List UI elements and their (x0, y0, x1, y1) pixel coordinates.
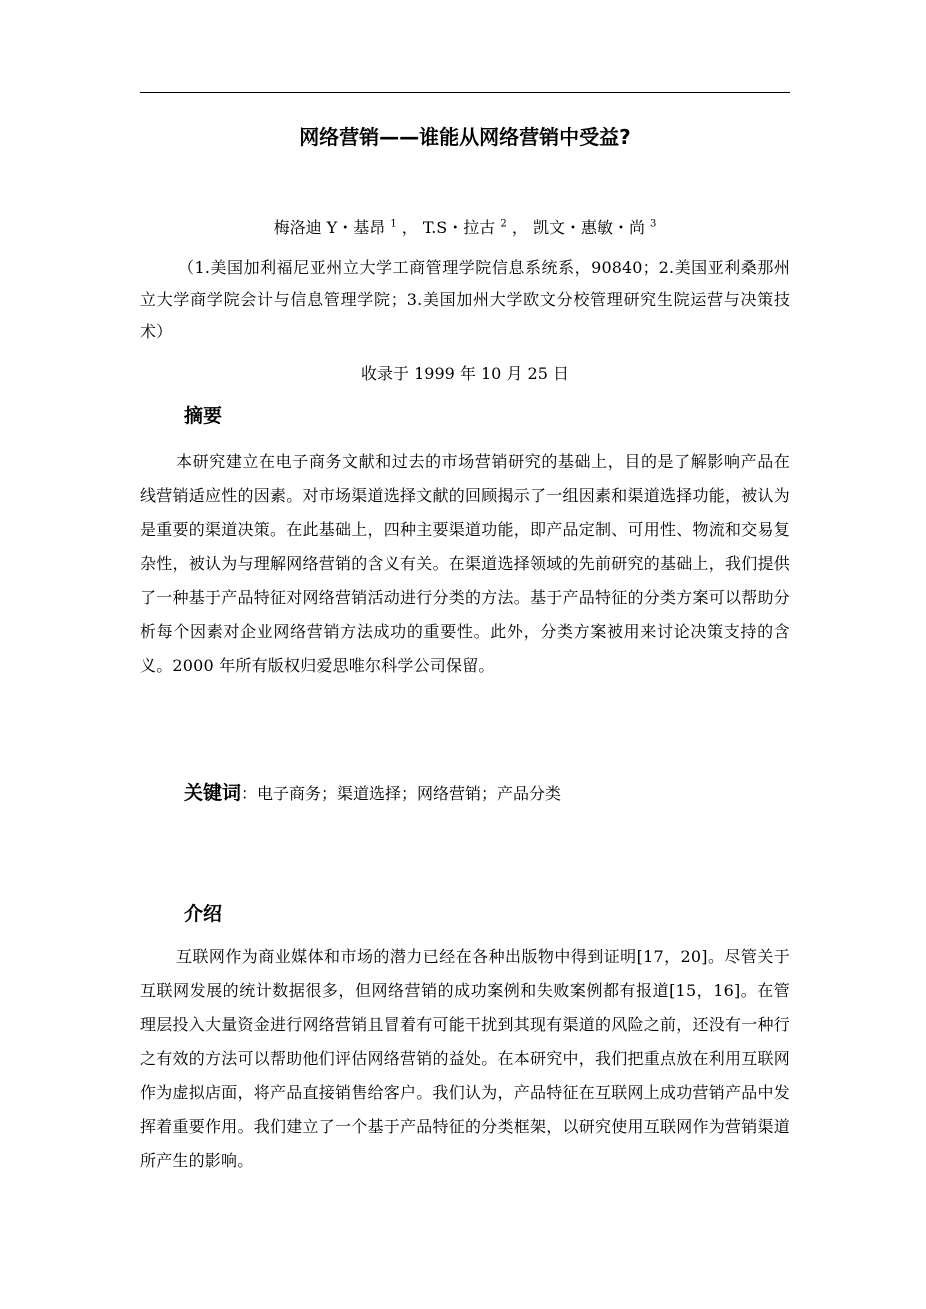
author-affiliation-mark: 3 (650, 218, 657, 230)
keywords-list: 电子商务；渠道选择；网络营销；产品分类 (257, 784, 562, 803)
keywords-colon: ： (241, 784, 258, 803)
author-separator: ， (511, 218, 528, 237)
author-name: T.S・拉古 (422, 218, 496, 237)
keywords-line (184, 778, 790, 809)
keywords-label: 关键词 (184, 782, 242, 804)
header-rule (140, 92, 790, 93)
author-affiliation-mark: 2 (500, 218, 507, 230)
author-name: 梅洛迪 Y・基昂 (273, 218, 386, 237)
author-line (140, 215, 790, 241)
affiliation-block: （1.美国加利福尼亚州立大学工商管理学院信息系统系，90840；2.美国亚利桑那州立大学商学院会计与信息管理学院；3.美国加州大学欧文分校管理研究生院运营与决策技术） (140, 258, 790, 341)
introduction-heading: 介绍 (184, 903, 223, 925)
received-date: 收录于 1999 年 10 月 25 日 (361, 364, 569, 383)
introduction-paragraph: 互联网作为商业媒体和市场的潜力已经在各种出版物中得到证明[17，20]。尽管关于互联网发展的统计数据很多，但网络营销的成功案例和失败案例都有报道[15，16]。在管理层投入大量资金进行网络营销且冒着有可能干扰到其现有渠道的风险之前，还没有一种行之有效的方法可以帮助他们评估网络营销的益处。在本研究中，我们把重点放在利用互联网作为虚拟店面，将产品直接销售给客户。我们认为，产品特征在互联网上成功营销产品中发挥着重要作用。我们建立了一个基于产品特征的分类框架，以研究使用互联网作为营销渠道所产生的影响。 (140, 947, 790, 1170)
paper-title: 网络营销——谁能从网络营销中受益? (299, 125, 631, 149)
author-name: 凯文・惠敏・尚 (532, 218, 645, 237)
abstract-paragraph: 本研究建立在电子商务文献和过去的市场营销研究的基础上，目的是了解影响产品在线营销适应性的因素。对市场渠道选择文献的回顾揭示了一组因素和渠道选择功能，被认为是重要的渠道决策。在此基础上，四种主要渠道功能，即产品定制、可用性、物流和交易复杂性，被认为与理解网络营销的含义有关。在渠道选择领域的先前研究的基础上，我们提供了一种基于产品特征对网络营销活动进行分类的方法。基于产品特征的分类方案可以帮助分析每个因素对企业网络营销方法成功的重要性。此外，分类方案被用来讨论决策支持的含义。2000 年所有版权归爱思唯尔科学公司保留。 (140, 452, 790, 675)
author-separator: ， (401, 218, 418, 237)
author-affiliation-mark: 1 (390, 218, 397, 230)
abstract-heading: 摘要 (184, 405, 223, 427)
